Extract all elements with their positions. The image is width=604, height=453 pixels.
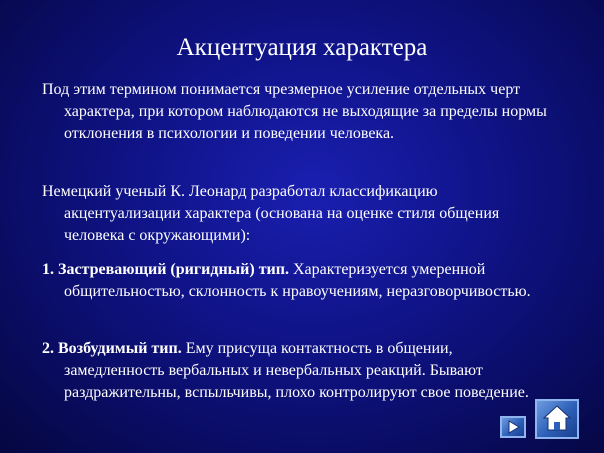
play-arrow-icon bbox=[502, 418, 524, 436]
list-item-text: Ему присуща контактность в общении, замедленность вербальных и невербальных реакций. Бывают раздражительны, вспыльчивы, плохо контролируют свое поведение. bbox=[64, 340, 529, 401]
list-item-term: Застревающий (ригидный) тип. bbox=[58, 261, 289, 278]
list-item-number: 2. bbox=[42, 340, 54, 357]
list-item-number: 1. bbox=[42, 261, 54, 278]
definition-text: Под этим термином понимается чрезмерное усиление отдельных черт характера, при котором наблюдаются не выходящие за пределы нормы отклонения в психологии и поведении человека. bbox=[42, 81, 547, 142]
list-item-text: Характеризуется умеренной общительностью, склонность к нравоучениям, неразговорчивостью. bbox=[64, 261, 531, 300]
slide-title: Акцентуация характера bbox=[176, 34, 428, 61]
list-item bbox=[42, 259, 557, 303]
definition-paragraph bbox=[42, 79, 557, 145]
classification-text: Немецкий ученый К. Леонард разработал классификацию акцентуализации характера (основана на оценке стиля общения человека с окружающими): bbox=[42, 183, 500, 244]
list-item bbox=[42, 338, 557, 404]
next-slide-button[interactable] bbox=[500, 416, 526, 438]
list-item-term: Возбудимый тип. bbox=[58, 340, 182, 357]
classification-paragraph bbox=[42, 181, 557, 247]
home-icon bbox=[537, 401, 577, 437]
home-button[interactable] bbox=[535, 399, 579, 439]
